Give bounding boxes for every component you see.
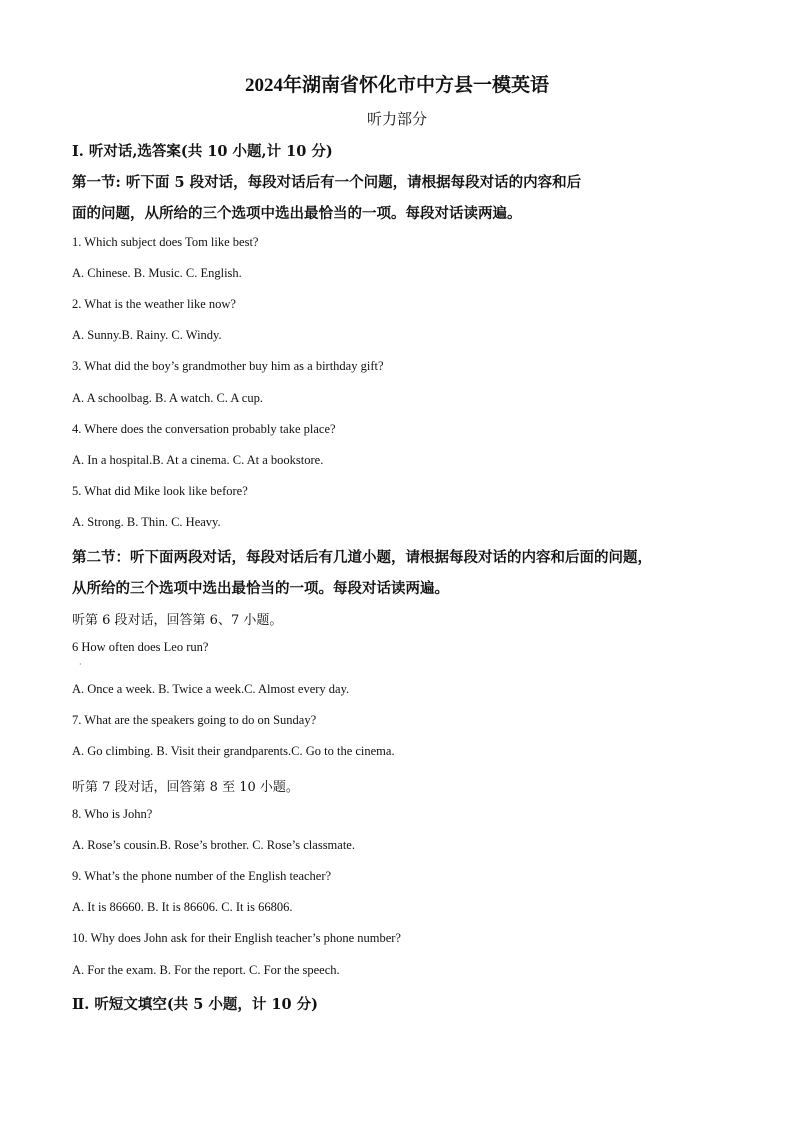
part1-intro-line2: 面的问题，从所给的三个选项中选出最恰当的一项。每段对话读两遍。: [72, 205, 522, 222]
options-7: A. Go climbing. B. Visit their grandparents.C. Go to the cinema.: [72, 744, 395, 758]
options-8: A. Rose’s cousin.B. Rose’s brother. C. Rose’s classmate.: [72, 838, 355, 852]
question-9: 9. What’s the phone number of the English teacher?: [72, 869, 332, 883]
options-3: A. A schoolbag. B. A watch. C. A cup.: [72, 391, 263, 405]
question-5: 5. What did Mike look like before?: [72, 484, 248, 498]
options-2: A. Sunny.B. Rainy. C. Windy.: [72, 328, 222, 342]
part2-heading: Ⅱ. 听短文填空(共 5 小题，计 10 分): [72, 996, 318, 1013]
question-1: 1. Which subject does Tom like best?: [72, 235, 259, 249]
section-subtitle: 听力部分: [366, 110, 427, 128]
options-9: A. It is 86660. B. It is 86606. C. It is 66806.: [72, 900, 293, 914]
part2-intro-line2: 从所给的三个选项中选出最恰当的一项。每段对话读两遍。: [72, 580, 449, 597]
part1-heading: Ⅰ. 听对话,选答案(共 10 小题,计 10 分): [72, 143, 333, 160]
question-7: 7. What are the speakers going to do on Sunday?: [72, 713, 317, 727]
part1-intro-line1: 第一节: 听下面 5 段对话，每段对话后有一个问题，请根据每段对话的内容和后: [72, 174, 582, 191]
question-8: 8. Who is John?: [72, 807, 153, 821]
options-5: A. Strong. B. Thin. C. Heavy.: [72, 515, 221, 529]
question-10: 10. Why does John ask for their English teacher’s phone number?: [72, 931, 401, 945]
options-6: A. Once a week. B. Twice a week.C. Almost every day.: [72, 682, 350, 696]
stray-dot-mark: ·: [79, 660, 82, 669]
options-4: A. In a hospital.B. At a cinema. C. At a bookstore.: [72, 453, 324, 467]
options-10: A. For the exam. B. For the report. C. For the speech.: [72, 963, 340, 977]
question-2: 2. What is the weather like now?: [72, 297, 236, 311]
question-3: 3. What did the boy’s grandmother buy him as a birthday gift?: [72, 359, 384, 373]
dialog6-note: 听第 6 段对话，回答第 6、7 小题。: [72, 613, 283, 628]
question-4: 4. Where does the conversation probably take place?: [72, 422, 336, 436]
question-6: 6 How often does Leo run?: [72, 640, 209, 654]
dialog7-note: 听第 7 段对话，回答第 8 至 10 小题。: [72, 780, 299, 795]
part2-intro-line1: 第二节：听下面两段对话，每段对话后有几道小题，请根据每段对话的内容和后面的问题，: [72, 549, 652, 566]
document-title: 2024年湖南省怀化市中方县一模英语: [244, 75, 549, 96]
options-1: A. Chinese. B. Music. C. English.: [72, 266, 242, 280]
